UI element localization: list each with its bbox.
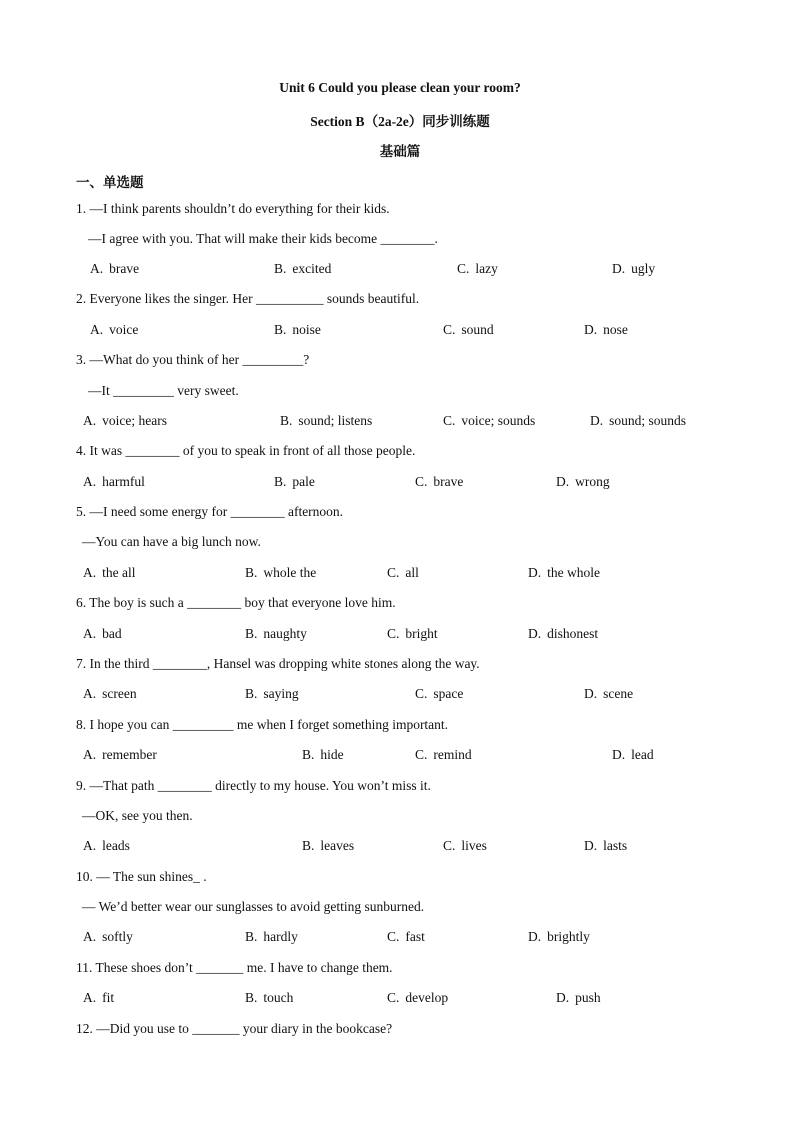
option-letter: A. (83, 565, 97, 580)
option-letter: B. (245, 565, 258, 580)
answer-option (415, 747, 472, 763)
question-stem: 6. The boy is such a ________ boy that everyone love him. (76, 595, 396, 610)
option-letter: D. (612, 261, 626, 276)
option-text: all (405, 565, 419, 580)
option-letter: D. (528, 565, 542, 580)
question-stem: 12. —Did you use to _______ your diary in the bookcase? (76, 1021, 393, 1036)
answer-option (83, 838, 130, 854)
option-text: lives (461, 838, 487, 853)
option-letter: B. (274, 474, 287, 489)
option-letter: C. (443, 413, 456, 428)
option-text: sound (461, 322, 494, 337)
option-letter: C. (415, 686, 428, 701)
option-letter: C. (457, 261, 470, 276)
option-text: develop (405, 990, 449, 1005)
answer-option (90, 261, 139, 277)
answer-option (556, 474, 610, 490)
answer-option (528, 565, 600, 581)
answer-option (83, 990, 114, 1006)
option-letter: C. (387, 929, 400, 944)
option-letter: A. (90, 261, 104, 276)
answer-option (556, 990, 601, 1006)
option-letter: B. (302, 747, 315, 762)
option-text: softly (102, 929, 133, 944)
option-letter: A. (83, 626, 97, 641)
answer-option (387, 929, 425, 945)
option-letter: D. (556, 474, 570, 489)
answer-option (612, 747, 654, 763)
option-letter: B. (245, 929, 258, 944)
question-line: —It _________ very sweet. (88, 383, 239, 398)
answer-option (387, 990, 448, 1006)
answer-option (83, 565, 136, 581)
answer-option (274, 474, 315, 490)
option-letter: C. (387, 565, 400, 580)
option-text: brave (109, 261, 140, 276)
question-stem: 7. In the third ________, Hansel was dropping white stones along the way. (76, 656, 480, 671)
option-text: harmful (102, 474, 145, 489)
question-stem: 10. — The sun shines_ . (76, 869, 207, 884)
answer-option (415, 474, 463, 490)
answer-option (387, 626, 438, 642)
answer-option (612, 261, 655, 277)
option-text: sound; sounds (609, 413, 687, 428)
answer-option (528, 626, 598, 642)
question-stem: 5. —I need some energy for ________ afternoon. (76, 504, 344, 519)
answer-option (83, 929, 133, 945)
option-letter: A. (90, 322, 104, 337)
answer-option (443, 413, 535, 429)
answer-option (245, 990, 293, 1006)
answer-option (83, 686, 137, 702)
level-heading: 基础篇 (379, 144, 421, 159)
option-text: voice; sounds (461, 413, 536, 428)
option-letter: A. (83, 929, 97, 944)
answer-option (387, 565, 419, 581)
option-text: hardly (263, 929, 298, 944)
option-letter: C. (415, 747, 428, 762)
question-line: —You can have a big lunch now. (82, 534, 261, 549)
option-letter: A. (83, 747, 97, 762)
question-stem: 3. —What do you think of her _________? (76, 352, 310, 367)
option-letter: D. (584, 838, 598, 853)
option-text: lead (631, 747, 654, 762)
option-letter: C. (387, 626, 400, 641)
option-text: scene (603, 686, 634, 701)
answer-option (528, 929, 590, 945)
answer-option (280, 413, 372, 429)
option-letter: D. (612, 747, 626, 762)
answer-option (245, 686, 299, 702)
answer-option (83, 413, 167, 429)
option-letter: D. (528, 626, 542, 641)
option-letter: D. (528, 929, 542, 944)
option-text: sound; listens (298, 413, 373, 428)
answer-option (415, 686, 463, 702)
question-line: —OK, see you then. (82, 808, 193, 823)
question-stem: 4. It was ________ of you to speak in front of all those people. (76, 443, 416, 458)
option-letter: A. (83, 838, 97, 853)
answer-option (443, 322, 494, 338)
option-letter: B. (274, 261, 287, 276)
option-text: remind (433, 747, 472, 762)
question-stem: 2. Everyone likes the singer. Her __________ sounds beautiful. (76, 291, 420, 306)
answer-option (584, 686, 633, 702)
option-letter: A. (83, 474, 97, 489)
option-text: screen (102, 686, 137, 701)
option-text: whole the (263, 565, 317, 580)
option-text: touch (263, 990, 294, 1005)
option-text: brightly (547, 929, 590, 944)
option-letter: D. (590, 413, 604, 428)
option-letter: D. (584, 686, 598, 701)
option-letter: B. (245, 990, 258, 1005)
answer-option (245, 565, 316, 581)
option-letter: A. (83, 990, 97, 1005)
question-stem: 9. —That path ________ directly to my house. You won’t miss it. (76, 778, 431, 793)
option-letter: B. (245, 686, 258, 701)
option-letter: A. (83, 686, 97, 701)
option-text: lasts (603, 838, 628, 853)
answer-option (584, 838, 627, 854)
question-line: — We’d better wear our sunglasses to avoid getting sunburned. (82, 899, 425, 914)
question-stem: 11. These shoes don’t _______ me. I have to change them. (76, 960, 393, 975)
answer-option (590, 413, 686, 429)
question-line: —I agree with you. That will make their kids become ________. (88, 231, 438, 246)
answer-option (584, 322, 628, 338)
option-text: naughty (263, 626, 307, 641)
option-text: leaves (320, 838, 355, 853)
option-text: remember (102, 747, 157, 762)
option-letter: D. (556, 990, 570, 1005)
option-text: bad (102, 626, 122, 641)
option-letter: C. (387, 990, 400, 1005)
option-letter: B. (280, 413, 293, 428)
option-text: voice (109, 322, 139, 337)
answer-option (302, 838, 354, 854)
option-text: dishonest (547, 626, 599, 641)
option-text: fit (102, 990, 115, 1005)
option-text: leads (102, 838, 130, 853)
answer-option (90, 322, 138, 338)
option-text: wrong (575, 474, 610, 489)
option-text: space (433, 686, 464, 701)
section-heading: 一、单选题 (76, 175, 144, 190)
option-letter: D. (584, 322, 598, 337)
option-letter: A. (83, 413, 97, 428)
option-text: noise (292, 322, 321, 337)
answer-option (83, 626, 122, 642)
option-text: lazy (475, 261, 498, 276)
option-letter: C. (443, 838, 456, 853)
option-letter: C. (415, 474, 428, 489)
option-text: voice; hears (102, 413, 167, 428)
option-letter: C. (443, 322, 456, 337)
option-text: the all (102, 565, 136, 580)
answer-option (245, 626, 307, 642)
option-text: excited (292, 261, 332, 276)
answer-option (274, 261, 331, 277)
option-text: hide (320, 747, 344, 762)
option-text: the whole (547, 565, 600, 580)
question-stem: 1. —I think parents shouldn’t do everything for their kids. (76, 201, 390, 216)
answer-option (83, 474, 145, 490)
answer-option (457, 261, 498, 277)
answer-option (83, 747, 157, 763)
option-text: push (575, 990, 601, 1005)
option-text: bright (405, 626, 438, 641)
option-text: nose (603, 322, 628, 337)
option-text: fast (405, 929, 425, 944)
option-text: saying (263, 686, 299, 701)
option-text: ugly (631, 261, 656, 276)
option-letter: B. (274, 322, 287, 337)
option-text: brave (433, 474, 464, 489)
option-letter: B. (245, 626, 258, 641)
option-letter: B. (302, 838, 315, 853)
question-stem: 8. I hope you can _________ me when I forget something important. (76, 717, 449, 732)
page-subtitle: Section B（2a-2e）同步训练题 (310, 114, 490, 129)
option-text: pale (292, 474, 315, 489)
answer-option (443, 838, 487, 854)
page-title: Unit 6 Could you please clean your room? (279, 80, 521, 95)
answer-option (302, 747, 344, 763)
answer-option (274, 322, 321, 338)
answer-option (245, 929, 298, 945)
